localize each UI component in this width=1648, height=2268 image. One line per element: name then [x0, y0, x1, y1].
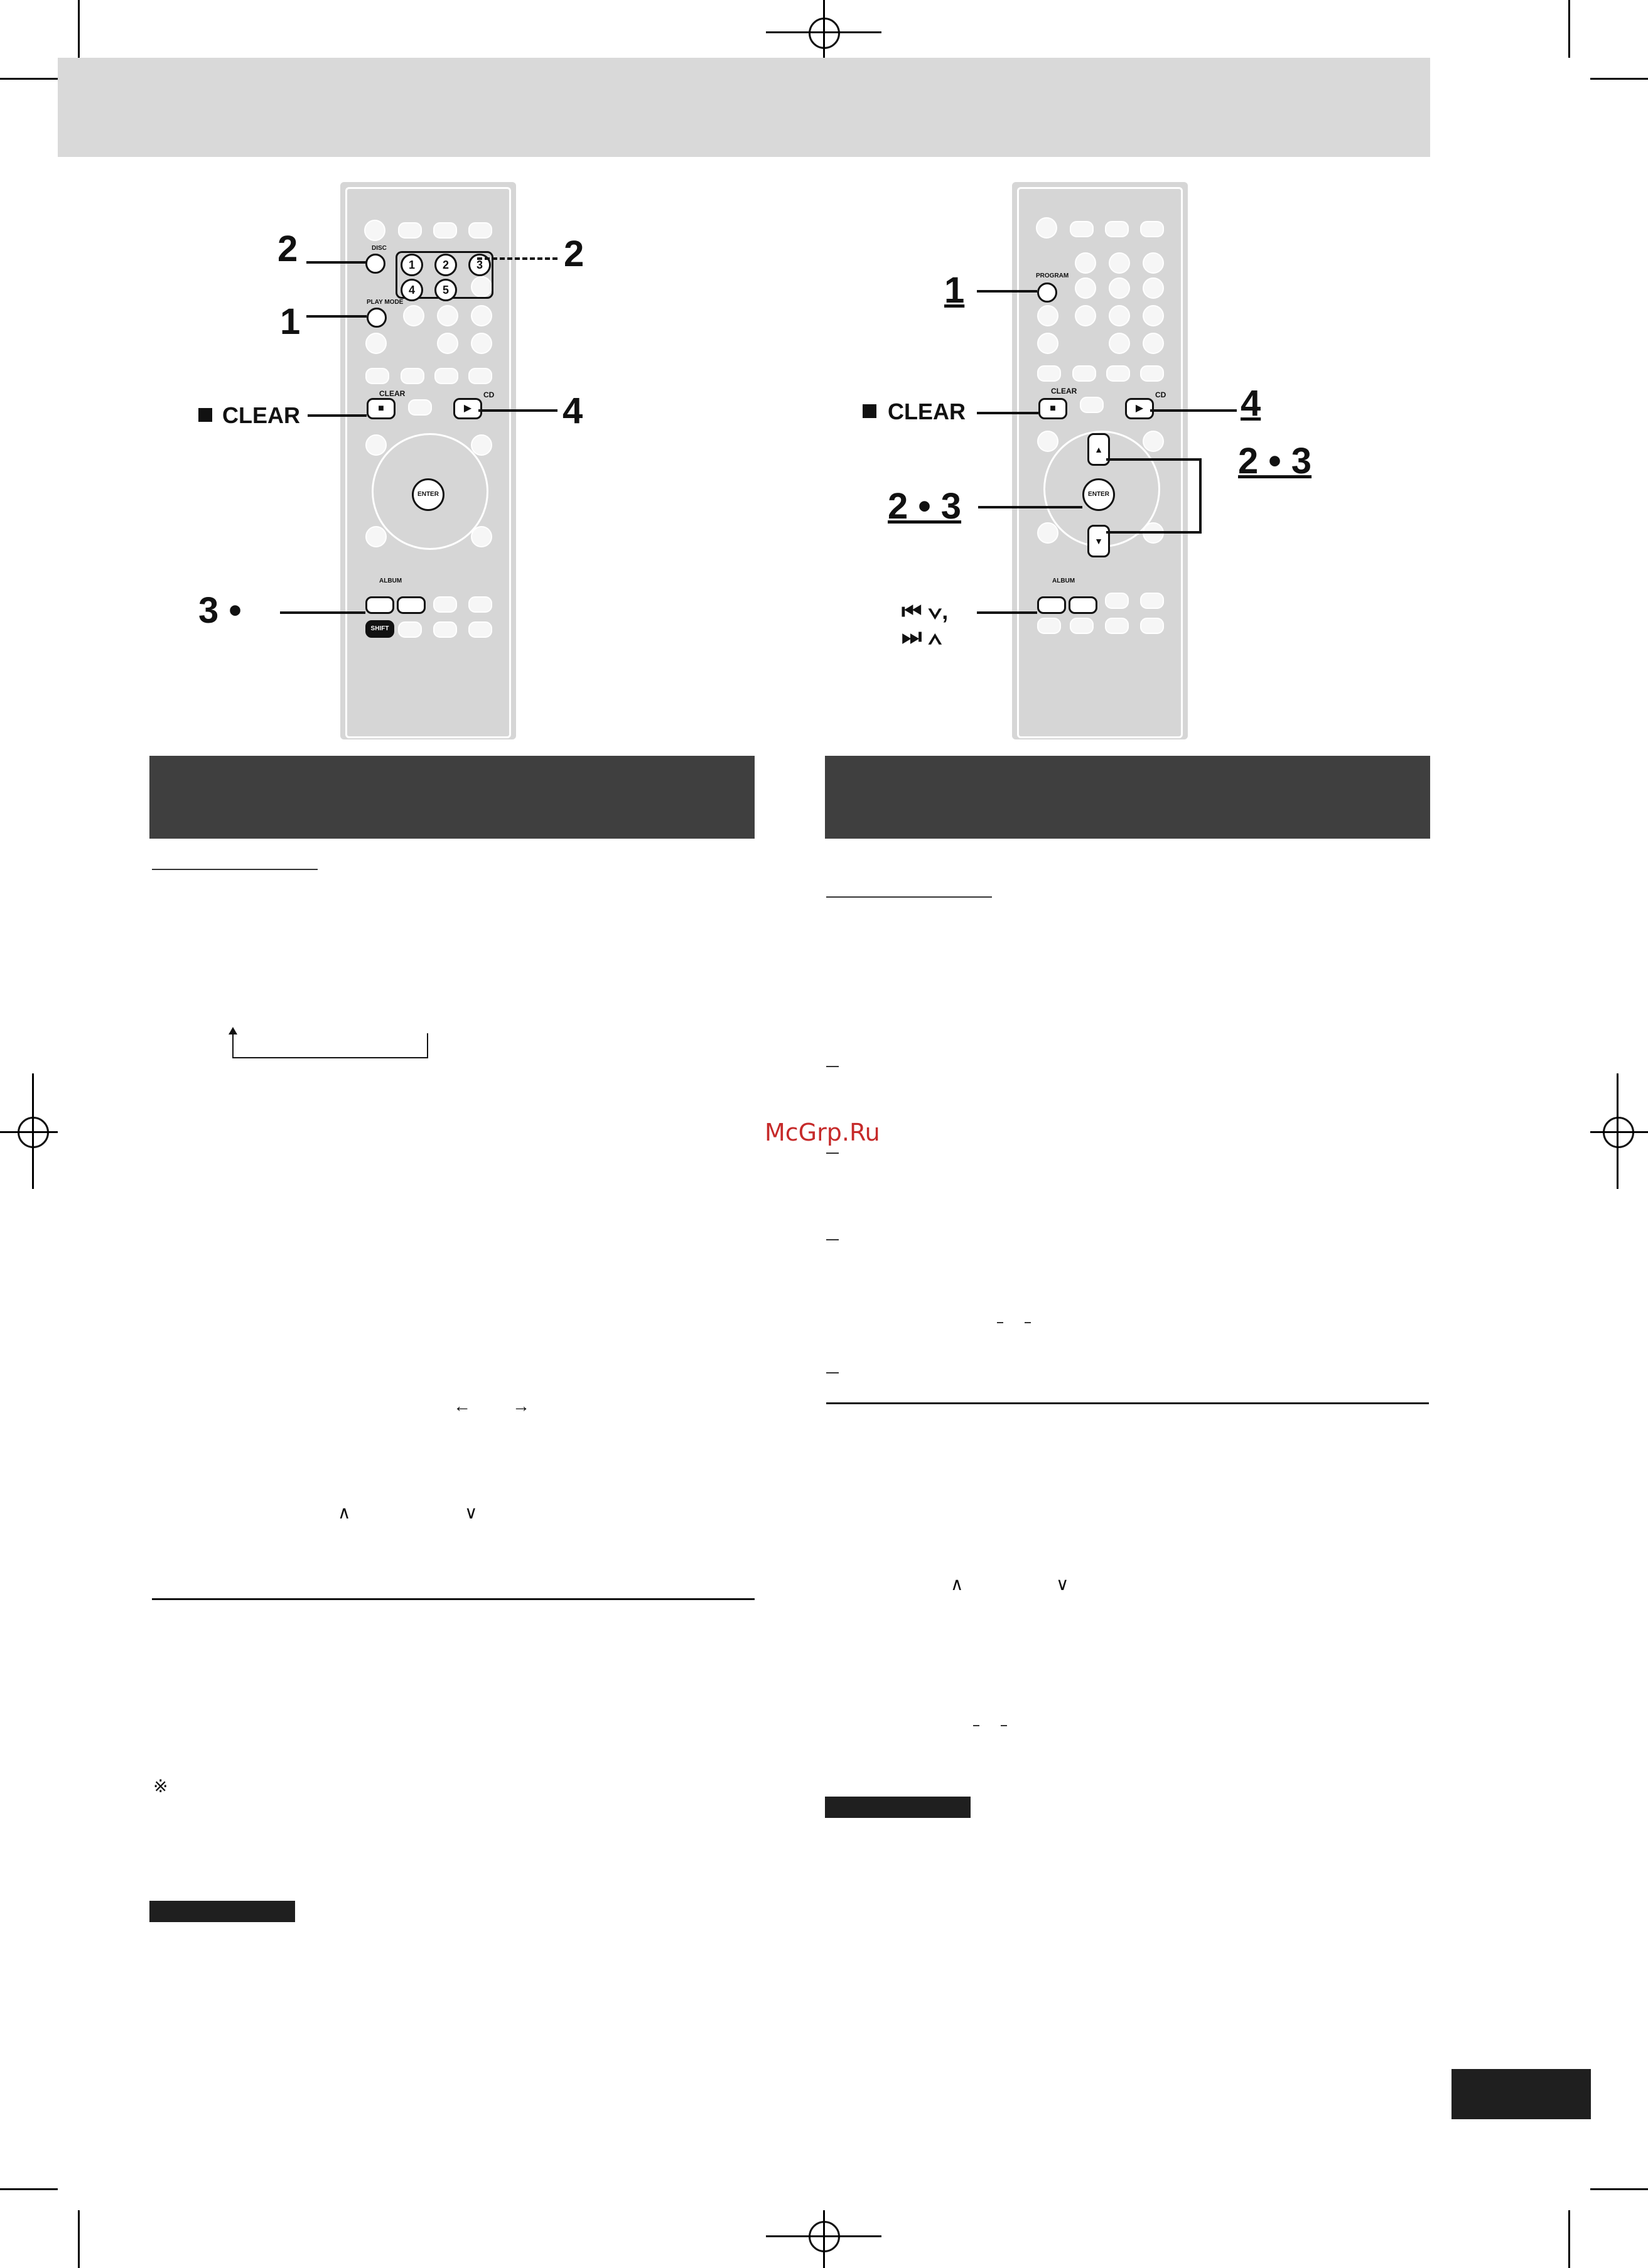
section-divider [152, 1598, 755, 1600]
callout-skip-back: ⏮ ∨, [902, 598, 949, 624]
number-5-button[interactable]: 5 [434, 279, 457, 301]
callout-shift-step: 3 • [198, 590, 242, 631]
stop-square-icon [863, 404, 876, 418]
shift-button[interactable]: SHIFT [365, 620, 394, 638]
dash-mark [826, 1066, 839, 1067]
dimmer-button [1140, 221, 1164, 237]
sleep-button [398, 222, 422, 239]
note-mark-icon: ※ [153, 1776, 168, 1796]
registration-mark [823, 0, 825, 58]
leader-line [306, 315, 367, 318]
watermark: McGrp.Ru [765, 1119, 880, 1146]
dash-mark [1001, 1725, 1007, 1726]
karaoke-button [1143, 431, 1164, 452]
album-label: ALBUM [379, 578, 402, 584]
leader-line [1199, 458, 1202, 534]
skip-forward-button[interactable] [1069, 596, 1097, 614]
cd-play-button[interactable]: ▶ [1125, 398, 1154, 419]
crop-mark [0, 2188, 58, 2190]
number-9-button [1143, 305, 1164, 326]
pause-button [1080, 397, 1104, 413]
dimmer-button [468, 222, 492, 239]
registration-mark [1590, 1131, 1648, 1133]
rew-button [1105, 593, 1129, 609]
dash-mark [1025, 1322, 1031, 1323]
zoom-button [1037, 431, 1058, 452]
number-8-button [1109, 305, 1130, 326]
play-mode-button[interactable] [367, 308, 387, 328]
number-10-button [471, 333, 492, 354]
crop-mark [78, 2210, 80, 2268]
subheading-underline [152, 869, 318, 870]
skip-back-button[interactable] [1037, 596, 1066, 614]
note-heading-box [149, 1901, 295, 1922]
cd-disp-button [1037, 522, 1058, 544]
up-caret-icon: ∧ [951, 1574, 964, 1594]
ff-button [468, 596, 492, 613]
callout-cursor-step: 2 • 3 [1238, 441, 1312, 481]
number-7-button [403, 305, 424, 326]
leader-line [280, 611, 365, 614]
cursor-up-button[interactable]: ▲ [1087, 433, 1110, 466]
disc-button[interactable] [365, 254, 385, 274]
number-4-button [1075, 277, 1096, 299]
enter-button[interactable]: ENTER [412, 478, 444, 511]
power-button [1036, 217, 1057, 239]
dash-mark [826, 1372, 839, 1373]
callout-enter-step: 2 • 3 [888, 486, 962, 527]
number-8-button [437, 305, 458, 326]
number-10-button [1143, 333, 1164, 354]
cd-key-label: CD [483, 390, 495, 399]
leader-line [978, 506, 1082, 508]
mode-cycle-bracket [232, 1033, 428, 1058]
number-1-button[interactable]: 1 [401, 254, 423, 276]
number-3-button [1143, 252, 1164, 274]
volume-up-button [468, 368, 492, 384]
callout-clear-label: CLEAR [888, 399, 966, 424]
ff-button [1140, 593, 1164, 609]
leader-line [1106, 458, 1200, 461]
sleep-button [1070, 221, 1094, 237]
leader-line [306, 261, 367, 264]
left-arrow-icon: ← [453, 1396, 471, 1416]
leader-line [478, 409, 557, 412]
play-mode-label: PLAY MODE [367, 299, 404, 306]
section-header-left [149, 756, 755, 839]
leader-line [1150, 409, 1237, 412]
up-caret-icon: ∧ [338, 1503, 351, 1522]
pause-button [408, 399, 432, 416]
leader-line [977, 290, 1037, 293]
stop-square-icon [198, 408, 212, 422]
callout-clear-label: CLEAR [222, 402, 300, 428]
leader-line [977, 611, 1037, 614]
leader-line [1106, 531, 1200, 534]
callout-play-mode-step: 1 [280, 301, 301, 342]
stop-clear-button[interactable]: ■ [367, 398, 396, 419]
muting-button [1070, 618, 1094, 634]
clear-key-label: CLEAR [1051, 387, 1077, 395]
number-7-button [1075, 305, 1096, 326]
callout-number-step: 2 [564, 234, 584, 274]
number-0-button [437, 333, 458, 354]
crop-mark [78, 0, 80, 58]
page-number-tab [1451, 2069, 1591, 2119]
number-6-button [1143, 277, 1164, 299]
echo-button [471, 526, 492, 547]
power-button [364, 220, 385, 241]
leader-line-dashed [477, 257, 557, 260]
cursor-down-button[interactable]: ▼ [1087, 525, 1110, 557]
callout-play-step: 4 [563, 390, 583, 431]
repeat-button [365, 333, 387, 354]
crop-mark [1568, 2210, 1570, 2268]
disc-label: DISC [372, 245, 387, 252]
registration-mark [823, 2210, 825, 2268]
number-9-button [471, 305, 492, 326]
shift-button [1037, 618, 1061, 634]
stop-clear-button[interactable]: ■ [1038, 398, 1067, 419]
registration-mark [32, 1073, 34, 1189]
program-label: PROGRAM [1036, 272, 1069, 279]
down-caret-icon: ∨ [1056, 1574, 1069, 1594]
mode-cycle-arrowhead [229, 1027, 237, 1035]
crop-mark [1590, 2188, 1648, 2190]
zoom-button [365, 434, 387, 456]
section-header-right [825, 756, 1430, 839]
leader-line [308, 414, 367, 417]
down-caret-icon: ∨ [465, 1503, 478, 1522]
cd-disp-button [365, 526, 387, 547]
dash-mark [826, 1153, 839, 1154]
crop-mark [1568, 0, 1570, 58]
callout-play-step: 4 [1241, 383, 1261, 424]
callout-program-step: 1 [944, 270, 965, 311]
sound-eq-button [468, 621, 492, 638]
number-1-button [1075, 252, 1096, 274]
leader-line [977, 412, 1038, 414]
dash-mark [997, 1322, 1003, 1323]
registration-mark [1617, 1073, 1618, 1189]
tuner-button [365, 368, 389, 384]
number-4-button[interactable]: 4 [401, 279, 423, 301]
crop-mark [0, 78, 58, 80]
subheading-underline [826, 896, 992, 898]
note-heading-box [825, 1797, 971, 1818]
tuner-button [1037, 365, 1061, 382]
number-3-button[interactable]: 3 [468, 254, 491, 276]
clock-timer-button [433, 222, 457, 239]
skip-forward-button[interactable] [397, 596, 426, 614]
tape-button [401, 368, 424, 384]
enter-button[interactable]: ENTER [1082, 478, 1115, 511]
tape-button [1072, 365, 1096, 382]
number-2-button[interactable]: 2 [434, 254, 457, 276]
rew-button [433, 596, 457, 613]
callout-skip-forward: ⏭ ∧ [902, 623, 942, 649]
dash-mark [826, 1239, 839, 1240]
skip-back-button[interactable] [365, 596, 394, 614]
album-label: ALBUM [1052, 578, 1075, 584]
number-2-button [1109, 252, 1130, 274]
sound-eq-button [1140, 618, 1164, 634]
callout-disc-step: 2 [277, 228, 298, 269]
clear-key-label: CLEAR [379, 389, 406, 398]
muting-button [398, 621, 422, 638]
s-sound-button [433, 621, 457, 638]
crop-mark [1590, 78, 1648, 80]
repeat-button [1037, 333, 1058, 354]
number-0-button [1109, 333, 1130, 354]
play-mode-button [1037, 305, 1058, 326]
cd-key-label: CD [1155, 390, 1166, 399]
volume-down-button [434, 368, 458, 384]
clock-timer-button [1105, 221, 1129, 237]
section-divider [826, 1402, 1429, 1404]
page-header-band [58, 58, 1430, 157]
s-sound-button [1105, 618, 1129, 634]
volume-up-button [1140, 365, 1164, 382]
cd-play-button[interactable]: ▶ [453, 398, 482, 419]
registration-mark [0, 1131, 58, 1133]
dash-mark [973, 1725, 979, 1726]
volume-down-button [1106, 365, 1130, 382]
number-5-button [1109, 277, 1130, 299]
right-arrow-icon: → [512, 1396, 530, 1416]
program-button[interactable] [1037, 282, 1057, 303]
